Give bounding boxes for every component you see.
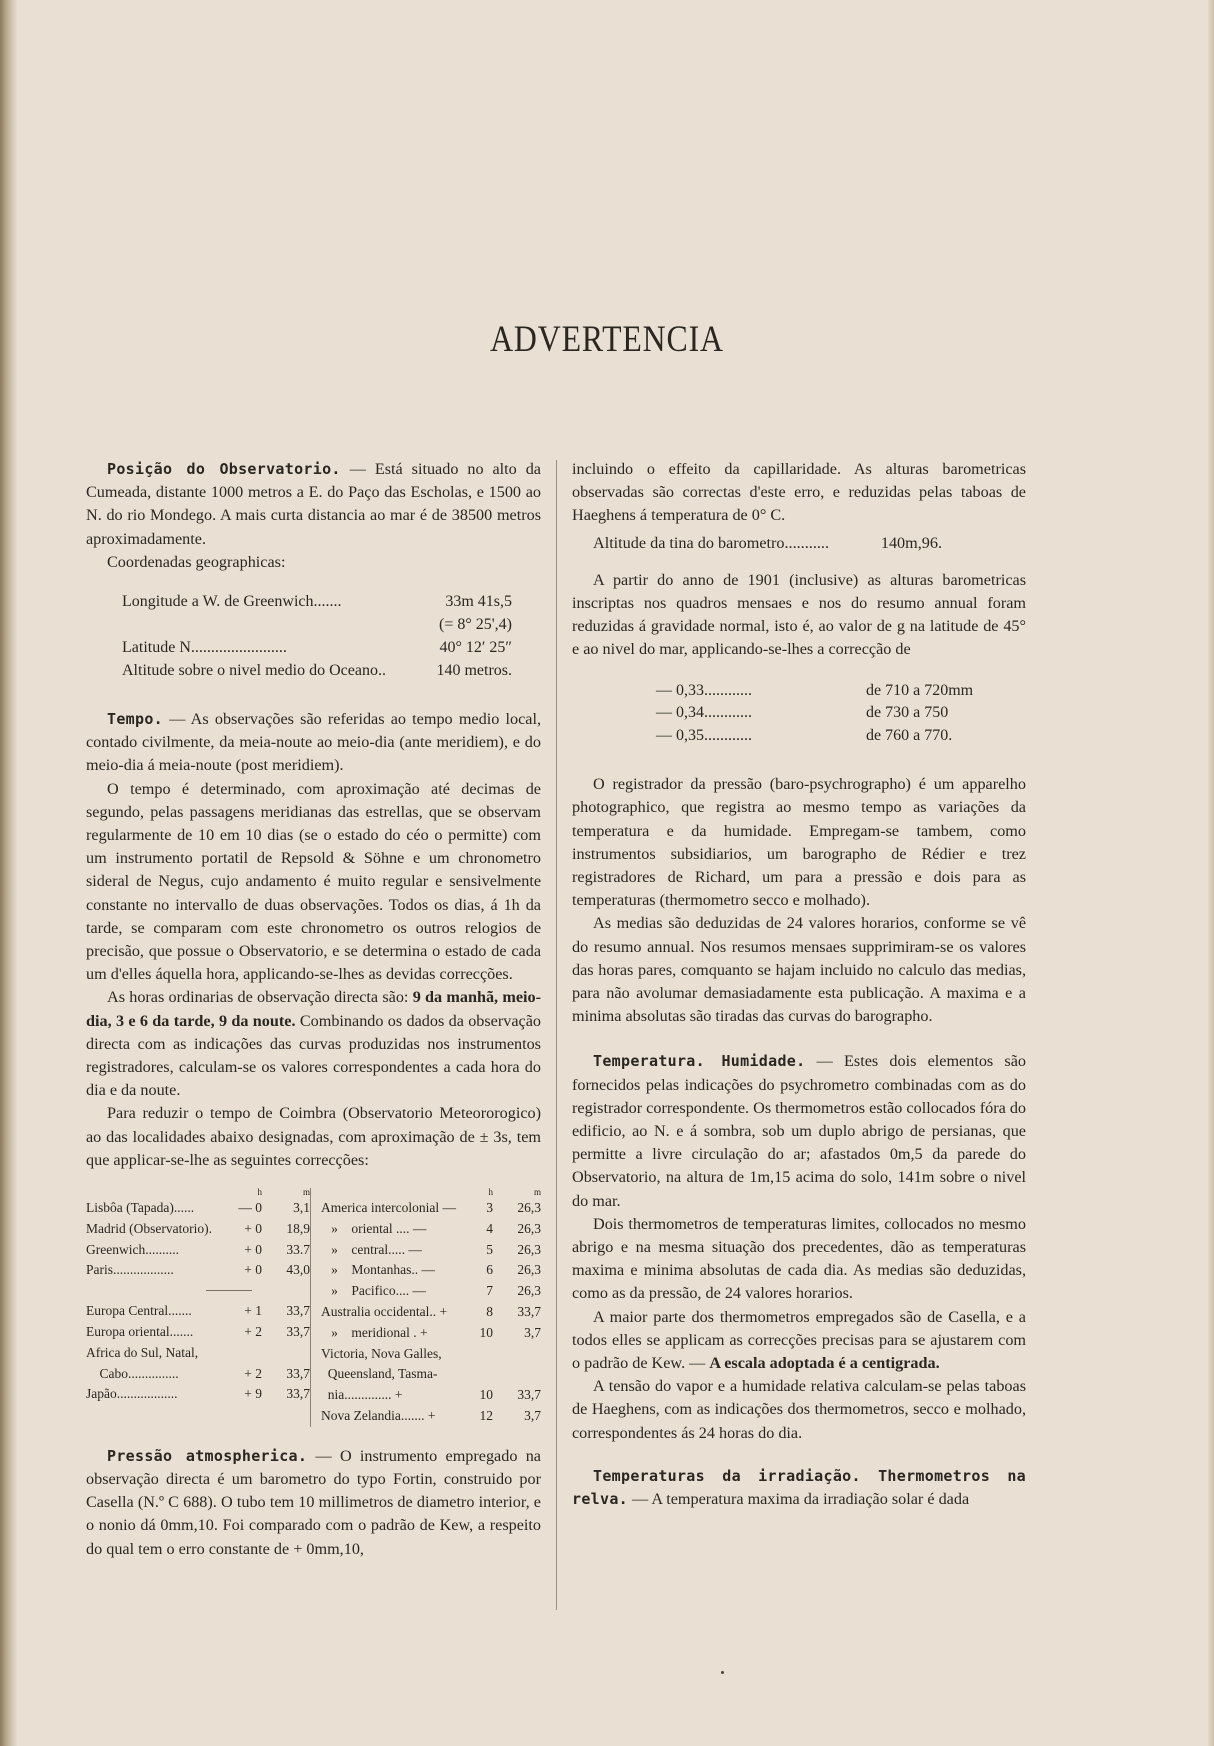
hours-cell: + 0	[244, 1262, 262, 1278]
minutes-cell: 26,3	[517, 1241, 541, 1257]
hours-cell: 7	[486, 1283, 493, 1299]
scale-note: A escala adoptada é a centigrada.	[709, 1354, 940, 1372]
hours-cell: + 0	[244, 1241, 262, 1257]
table-row	[86, 1384, 310, 1405]
minutes-cell: 33.7	[286, 1241, 310, 1257]
tina-label: Altitude da tina do barometro...........	[593, 533, 830, 552]
correction-range: de 710 a 720mm	[866, 681, 974, 699]
minutes-cell: 33,7	[286, 1303, 310, 1319]
table-left-column	[86, 1188, 310, 1427]
posicao-paragraph	[86, 458, 541, 551]
unit-minutes-right: m	[533, 1187, 541, 1198]
table-row	[321, 1364, 541, 1385]
minutes-cell	[493, 1364, 541, 1385]
tempo-text-3c: Combinando os dados da observação directa com as indicações das curvas produzidas nos instrumentos registradores, calculam-se os valores correspondentes a cada hora do dia e da noute.	[86, 1011, 542, 1100]
minutes-cell: 26,3	[517, 1200, 541, 1216]
table-row	[86, 1260, 310, 1281]
tempo-paragraph-3	[86, 986, 541, 1102]
hours-cell: + 2	[244, 1365, 262, 1381]
place-cell: » central..... —	[321, 1241, 422, 1257]
minutes-cell: 3,7	[524, 1408, 541, 1424]
hours-cell	[459, 1364, 493, 1385]
place-cell: Europa oriental.......	[86, 1324, 194, 1340]
book-spine	[0, 0, 18, 1746]
correction-value: — 0,34............	[656, 704, 752, 722]
latitude-label: Latitude N........................	[122, 639, 287, 657]
table-row	[86, 1301, 310, 1322]
table-row	[86, 1322, 310, 1343]
unit-hours-right: h	[488, 1187, 493, 1198]
tempo-text-3a: As horas ordinarias de observação directa são:	[107, 988, 413, 1007]
table-separator	[206, 1290, 252, 1291]
place-cell: nia.............. +	[321, 1387, 403, 1403]
place-cell: Greenwich..........	[86, 1241, 179, 1257]
pressao-paragraph	[86, 1445, 541, 1561]
posicao-heading: Posição do Observatorio.	[107, 460, 341, 478]
table-row	[321, 1240, 541, 1261]
altitude-label: Altitude sobre o nivel medio do Oceano..	[122, 662, 386, 680]
unit-hours: h	[257, 1187, 262, 1198]
correction-row	[656, 702, 996, 725]
hours-cell: 12	[479, 1408, 493, 1424]
place-cell: Madrid (Observatorio).	[86, 1220, 212, 1236]
temperatura-text: — Estes dois elementos são fornecidos pelas indicações do psychrometro combinadas com as do registrador correspondente. Os thermometros estão collocados fóra do edificio, ao N. e á sombra, sob um duplo abrigo de persianas, que permitte a livre circulação do ar; afastados 0m,5 da parede do Observatorio, na altura de 1m,15 acima do solo, 141m sobre o nivel do mar.	[572, 1052, 1027, 1210]
tina-value: 140m,96.	[880, 533, 942, 552]
place-cell: Nova Zelandia....... +	[321, 1408, 436, 1424]
minutes-cell: 18,9	[286, 1220, 310, 1236]
pressao-heading: Pressão atmospherica.	[107, 1446, 308, 1465]
longitude-value: 33m 41s,5	[445, 593, 512, 611]
irradiacao-paragraph	[572, 1465, 1026, 1511]
temperatura-paragraph	[572, 1050, 1026, 1212]
posicao-text: — Está situado no alto da Cumeada, distante 1000 metros a E. do Paço das Escholas, e 1500 ao N. do rio Mondego. A mais curta distancia ao mar é de 38500 metros aproximadamente.	[86, 460, 541, 548]
coord-label: Coordenadas geographicas:	[107, 552, 286, 571]
table-row	[321, 1281, 541, 1302]
minutes-cell	[493, 1344, 541, 1365]
irradiacao-heading: Temperaturas da irradiação. Thermometros na relva.	[572, 1466, 1026, 1509]
place-cell: Australia occidental.. +	[321, 1304, 448, 1320]
table-row	[86, 1364, 310, 1385]
minutes-cell: 33,7	[517, 1387, 541, 1403]
hours-cell: 5	[486, 1241, 493, 1257]
table-row	[86, 1219, 310, 1240]
place-cell: » meridional . +	[321, 1324, 428, 1340]
minutes-cell: 3,1	[293, 1200, 310, 1216]
tempo-paragraph-4: Para reduzir o tempo de Coimbra (Observatorio Meteororogico) ao das localidades abaixo designadas, com aproximação de ± 3s, tem que applicar-se-lhe as seguintes correcções:	[86, 1104, 541, 1169]
tempo-heading: Tempo.	[107, 710, 163, 729]
vapor-paragraph: A tensão do vapor e a humidade relativa calculam-se pelas taboas de Haeghens, com as indicações dos thermometros, secco e molhado, correspondentes ás 24 horas do dia.	[572, 1377, 1026, 1442]
tina-row	[572, 532, 942, 555]
correction-row	[656, 725, 996, 748]
place-cell: » oriental .... —	[321, 1220, 427, 1236]
hours-cell: 6	[486, 1262, 493, 1278]
hours-cell: 8	[486, 1304, 493, 1320]
hours-cell: 10	[479, 1387, 493, 1403]
place-cell: » Pacifico.... —	[321, 1283, 426, 1299]
altitude-value: 140 metros.	[436, 662, 512, 680]
hours-cell: — 0	[238, 1200, 262, 1216]
hours-cell: 4	[486, 1220, 493, 1236]
place-cell: Victoria, Nova Galles,	[321, 1345, 442, 1361]
correction-row	[656, 680, 996, 703]
minutes-cell: 3,7	[524, 1324, 541, 1340]
column-divider	[556, 460, 557, 1610]
table-row	[86, 1240, 310, 1261]
casella-paragraph	[572, 1306, 1026, 1376]
right-column	[572, 458, 1026, 1511]
correction-value: — 0,35............	[656, 726, 752, 744]
hours-cell: 3	[486, 1200, 493, 1216]
tempo-text-1: — As observações são referidas ao tempo medio local, contado civilmente, da meia-noute ao meio-dia (ante meridiem), e do meio-dia á meia-noute (post meridiem).	[86, 710, 541, 775]
table-row	[321, 1198, 541, 1219]
place-cell: America intercolonial —	[321, 1200, 456, 1216]
table-row	[321, 1260, 541, 1281]
left-column	[86, 458, 541, 1561]
page-edge	[1208, 0, 1214, 1746]
table-row	[321, 1302, 541, 1323]
table-row	[321, 1344, 541, 1365]
minutes-cell: 26,3	[517, 1220, 541, 1236]
place-cell: » Montanhas.. —	[321, 1262, 435, 1278]
correction-range: de 760 a 770.	[866, 726, 953, 744]
medias-paragraph: As medias são deduzidas de 24 valores horarios, conforme se vê do resumo annual. Nos resumos mensaes supprimiram-se os valores das horas pares, comquanto se hajam incluido no calculo das medias, para não avolumar demasiadamente esta publicação. A maxima e a minima absolutas são tiradas das curvas do barographo.	[572, 914, 1026, 1026]
pressao-text: — O instrumento empregado na observação directa é um barometro do typo Fortin, construido por Casella (N.º C 688). O tubo tem 10 millimetros de diametro interior, e o nonio dá 0mm,10. Foi comparado com o padrão de Kew, a respeito do qual tem o erro constante de + 0mm,10,	[86, 1446, 541, 1558]
page-title: ADVERTENCIA	[490, 319, 724, 360]
place-cell: Paris..................	[86, 1262, 174, 1278]
longitude-alt: (= 8° 25',4)	[439, 616, 512, 634]
irradiacao-text: — A temperatura maxima da irradiação solar é dada	[628, 1490, 970, 1509]
latitude-value: 40° 12′ 25″	[439, 639, 512, 657]
place-cell: Africa do Sul, Natal,	[86, 1344, 199, 1360]
minutes-cell: 33,7	[286, 1324, 310, 1340]
limites-paragraph: Dois thermometros de temperaturas limites, collocados no mesmo abrigo e na mesma situação dos precedentes, dão as temperaturas maxima e minima absolutas de cada dia. As medias são deduzidas, como as da pressão, de 24 valores horarios.	[572, 1214, 1026, 1303]
minutes-cell: 33,7	[286, 1386, 310, 1402]
minutes-cell: 26,3	[517, 1283, 541, 1299]
page-mark	[721, 1671, 724, 1674]
minutes-cell: 33,7	[517, 1304, 541, 1320]
table-row	[321, 1406, 541, 1427]
hours-cell	[228, 1343, 262, 1364]
table-row	[321, 1323, 541, 1344]
time-correction-table	[86, 1188, 541, 1427]
minutes-cell: 43,0	[286, 1262, 310, 1278]
unit-minutes: m	[302, 1187, 310, 1198]
table-row	[86, 1343, 310, 1364]
minutes-cell: 33,7	[286, 1365, 310, 1381]
observation-hours: 9 da manhã, meio-dia, 3 e 6 da tarde, 9 da noute.	[86, 988, 541, 1030]
table-row	[321, 1219, 541, 1240]
tempo-paragraph-1	[86, 708, 541, 778]
minutes-cell	[262, 1343, 310, 1364]
tempo-paragraph-2: O tempo é determinado, com aproximação até decimas de segundo, pelas passagens meridianas das estrellas, que se observam regularmente de 10 em 10 dias (se o estado do céo o permitte) com um instrumento portatil de Repsold & Söhne e um chronometro sideral de Negus, cujo andamento é muito regular e sensivelmente constante no intervallo de duas observações. Todos os dias, á 1h da tarde, se comparam com este chronometro os outros relogios de precisão, que possue o Observatorio, e se determina o estado de cada um d'elles áquella hora, applicando-se-lhes as devidas correcções.	[86, 779, 541, 984]
coordinates-block	[122, 590, 541, 682]
place-cell: Europa Central.......	[86, 1303, 192, 1319]
hours-cell	[459, 1344, 493, 1365]
place-cell: Cabo...............	[86, 1365, 179, 1381]
place-cell: Japão..................	[86, 1386, 178, 1402]
table-row	[321, 1385, 541, 1406]
longitude-label: Longitude a W. de Greenwich.......	[122, 593, 342, 611]
hours-cell: 10	[479, 1324, 493, 1340]
hours-cell: + 1	[244, 1303, 262, 1319]
pressao-continuation: incluindo o effeito da capillaridade. As alturas barometricas observadas são correctas d'este erro, e reduzidas pelas taboas de Haeghens á temperatura de 0° C.	[572, 460, 1026, 525]
hours-cell: + 2	[244, 1324, 262, 1340]
minutes-cell: 26,3	[517, 1262, 541, 1278]
casella-text: A maior parte dos thermometros empregados são de Casella, e a todos elles se applicam as correcções precisas para se ajustarem com o padrão de Kew. —	[572, 1307, 1026, 1372]
hours-cell: + 0	[244, 1220, 262, 1236]
temperatura-heading: Temperatura. Humidade.	[593, 1052, 806, 1071]
correction-range: de 730 a 750	[866, 704, 949, 722]
hours-cell: + 9	[244, 1386, 262, 1402]
table-row	[86, 1198, 310, 1219]
correction-value: — 0,33............	[656, 681, 752, 699]
table-right-column	[310, 1188, 541, 1427]
registrador-paragraph: O registrador da pressão (baro-psychrographo) é um apparelho photographico, que registra ao mesmo tempo as variações da temperatura e da humidade. Empregam-se tambem, como instrumentos subsidiarios, um barographo de Rédier e trez registradores de Richard, um para a pressão e dois para as temperaturas (thermometro secco e molhado).	[572, 775, 1026, 910]
gravity-corrections	[572, 680, 1026, 748]
place-cell: Lisbôa (Tapada)......	[86, 1200, 195, 1216]
gravity-paragraph: A partir do anno de 1901 (inclusive) as alturas barometricas inscriptas nos quadros mensaes e nos do resumo annual foram reduzidas á gravidade normal, isto é, ao valor de g na latitude de 45° e ao nivel do mar, applicando-se-lhes a correcção de	[572, 570, 1026, 659]
place-cell: Queensland, Tasma-	[321, 1366, 438, 1382]
